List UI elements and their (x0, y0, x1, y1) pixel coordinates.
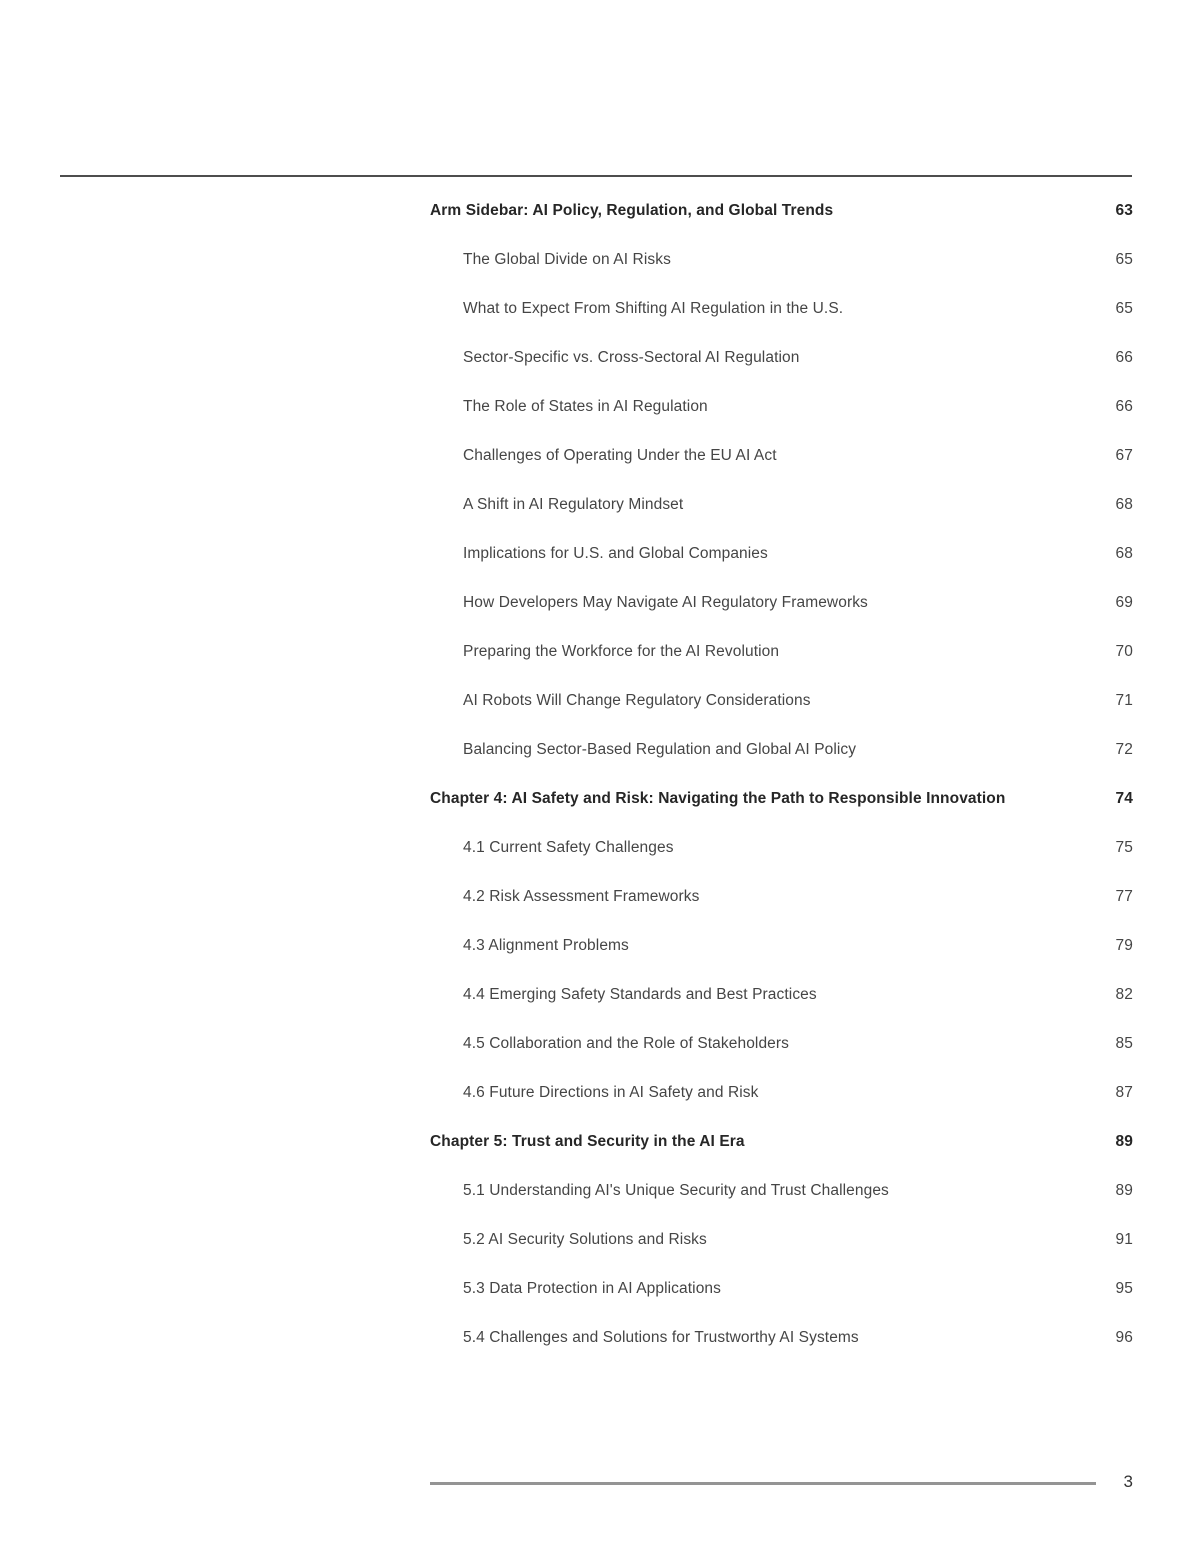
toc-entry-label: What to Expect From Shifting AI Regulation in the U.S. (463, 300, 844, 317)
toc-entry-page: 96 (1115, 1329, 1133, 1346)
toc-entry (430, 490, 1133, 520)
toc-entry-label: 5.1 Understanding AI's Unique Security and Trust Challenges (463, 1182, 889, 1199)
toc-entry-label: Balancing Sector-Based Regulation and Global AI Policy (463, 741, 857, 758)
toc-entry-label: Sector-Specific vs. Cross-Sectoral AI Regulation (463, 349, 800, 366)
toc-entry-label: Chapter 5: Trust and Security in the AI Era (430, 1133, 745, 1150)
toc-entry-label: The Global Divide on AI Risks (463, 251, 671, 268)
toc-entry (430, 294, 1133, 324)
toc-entry (430, 735, 1133, 765)
toc-entry (430, 784, 1133, 814)
toc-entry-page: 66 (1115, 349, 1133, 366)
toc-entry (430, 931, 1133, 961)
toc-entry-page: 66 (1115, 398, 1133, 415)
toc-entry-label: 4.2 Risk Assessment Frameworks (463, 888, 700, 905)
toc-entry-page: 68 (1115, 496, 1133, 513)
toc-entry (430, 833, 1133, 863)
toc-entry-label: 4.4 Emerging Safety Standards and Best Practices (463, 986, 817, 1003)
toc-entry-label: 4.5 Collaboration and the Role of Stakeholders (463, 1035, 790, 1052)
toc-entry-page: 68 (1115, 545, 1133, 562)
toc-entry-page: 82 (1115, 986, 1133, 1003)
toc-entry-page: 89 (1115, 1182, 1133, 1199)
toc-entry-page: 75 (1115, 839, 1133, 856)
toc-entry-page: 67 (1115, 447, 1133, 464)
toc-entry-page: 74 (1115, 790, 1133, 807)
toc-list (430, 196, 1133, 1372)
toc-entry-page: 71 (1115, 692, 1133, 709)
toc-entry (430, 196, 1133, 226)
toc-entry (430, 539, 1133, 569)
toc-entry-page: 79 (1115, 937, 1133, 954)
toc-entry (430, 882, 1133, 912)
toc-entry (430, 1029, 1133, 1059)
toc-entry-page: 70 (1115, 643, 1133, 660)
toc-entry-label: 5.2 AI Security Solutions and Risks (463, 1231, 707, 1248)
toc-entry-label: 5.3 Data Protection in AI Applications (463, 1280, 721, 1297)
toc-entry-label: The Role of States in AI Regulation (463, 398, 708, 415)
toc-entry-page: 69 (1115, 594, 1133, 611)
toc-entry-page: 87 (1115, 1084, 1133, 1101)
toc-entry (430, 1176, 1133, 1206)
toc-entry (430, 1274, 1133, 1304)
toc-entry (430, 1127, 1133, 1157)
toc-entry-page: 89 (1115, 1133, 1133, 1150)
toc-entry (430, 1225, 1133, 1255)
toc-entry-label: AI Robots Will Change Regulatory Considerations (463, 692, 811, 709)
toc-entry-label: Challenges of Operating Under the EU AI Act (463, 447, 777, 464)
toc-entry (430, 343, 1133, 373)
toc-entry-label: 5.4 Challenges and Solutions for Trustworthy AI Systems (463, 1329, 859, 1346)
toc-entry-page: 91 (1115, 1231, 1133, 1248)
toc-entry-label: 4.1 Current Safety Challenges (463, 839, 674, 856)
toc-entry-label: Implications for U.S. and Global Companies (463, 545, 768, 562)
header-rule (60, 175, 1132, 177)
toc-entry-label: 4.6 Future Directions in AI Safety and Risk (463, 1084, 759, 1101)
toc-entry-page: 65 (1115, 300, 1133, 317)
page-number: 3 (1123, 1472, 1133, 1491)
toc-entry-page: 63 (1115, 202, 1133, 219)
toc-entry (430, 392, 1133, 422)
toc-entry-page: 85 (1115, 1035, 1133, 1052)
toc-entry (430, 980, 1133, 1010)
toc-entry (430, 245, 1133, 275)
toc-entry-label: Preparing the Workforce for the AI Revolution (463, 643, 780, 660)
toc-entry (430, 637, 1133, 667)
toc-entry-page: 72 (1115, 741, 1133, 758)
toc-entry-label: How Developers May Navigate AI Regulatory Frameworks (463, 594, 868, 611)
toc-entry-page: 95 (1115, 1280, 1133, 1297)
toc-entry-page: 65 (1115, 251, 1133, 268)
toc-entry (430, 1078, 1133, 1108)
toc-entry-label: Arm Sidebar: AI Policy, Regulation, and Global Trends (430, 202, 834, 219)
toc-entry-label: Chapter 4: AI Safety and Risk: Navigating the Path to Responsible Innovation (430, 790, 1006, 807)
toc-entry-page: 77 (1115, 888, 1133, 905)
toc-entry-label: A Shift in AI Regulatory Mindset (463, 496, 684, 513)
toc-entry (430, 686, 1133, 716)
toc-entry (430, 588, 1133, 618)
footer-rule (430, 1482, 1096, 1485)
toc-entry (430, 1323, 1133, 1353)
toc-entry-label: 4.3 Alignment Problems (463, 937, 629, 954)
toc-entry (430, 441, 1133, 471)
